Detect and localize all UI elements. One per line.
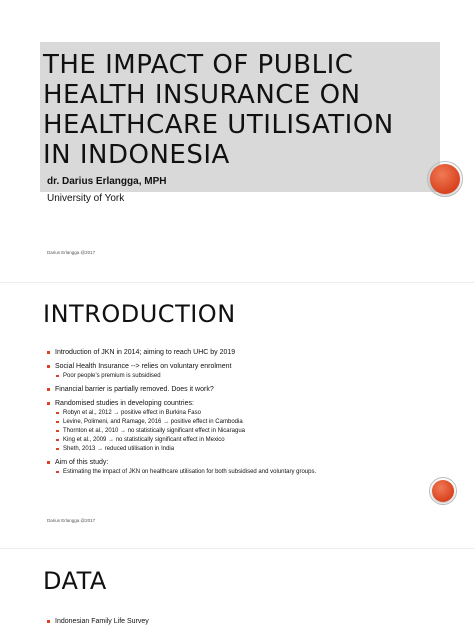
slide-divider (0, 282, 474, 283)
bullet-list (47, 348, 447, 481)
sub-bullet-item: Estimating the impact of JKN on healthcare utilisation for both subsidised and voluntary groups. (47, 468, 447, 476)
slide-title (43, 50, 443, 170)
slide-footer: Darius Erlangga @2017 (47, 518, 96, 523)
affiliation: University of York (47, 193, 125, 204)
sub-bullet-item: Levine, Polimeni, and Ramage, 2016 → positive effect in Cambodia (47, 418, 447, 426)
bullet-item: Randomised studies in developing countries: (47, 399, 447, 408)
sub-bullet-item: Sheth, 2013 → reduced utilisation in India (47, 445, 447, 453)
data-slide (0, 555, 474, 632)
sub-bullet-item: Thornton et al., 2010 → no statistically significant effect in Nicaragua (47, 427, 447, 435)
sub-bullet-item: Poor people’s premium is subsidised (47, 372, 447, 380)
slide-heading: INTRODUCTION (43, 300, 236, 328)
title-line: HEALTH INSURANCE ON (43, 80, 361, 110)
bullet-item: Indonesian Family Life Survey (47, 617, 149, 626)
slide-divider (0, 548, 474, 549)
slide-heading: DATA (43, 567, 107, 595)
title-slide (0, 0, 474, 280)
title-line: THE IMPACT OF PUBLIC (43, 50, 354, 80)
sub-bullet-item: King et al., 2009 → no statistically significant effect in Mexico (47, 436, 447, 444)
introduction-slide (0, 285, 474, 523)
sub-bullet-item: Robyn et al., 2012 → positive effect in Burkina Faso (47, 409, 447, 417)
bullet-item: Introduction of JKN in 2014; aiming to reach UHC by 2019 (47, 348, 447, 357)
title-line: HEALTHCARE UTILISATION (43, 110, 394, 140)
decorative-orange-dot (432, 480, 454, 502)
bullet-item: Financial barrier is partially removed. Does it work? (47, 385, 447, 394)
slide-footer: Darius Erlangga @2017 (47, 250, 96, 255)
author-name: dr. Darius Erlangga, MPH (47, 176, 167, 187)
bullet-item: Social Health Insurance --> relies on voluntary enrolment (47, 362, 447, 371)
decorative-orange-dot (430, 164, 460, 194)
bullet-item: Aim of this study: (47, 458, 447, 467)
title-line: IN INDONESIA (43, 140, 230, 170)
bullet-list (47, 617, 149, 631)
